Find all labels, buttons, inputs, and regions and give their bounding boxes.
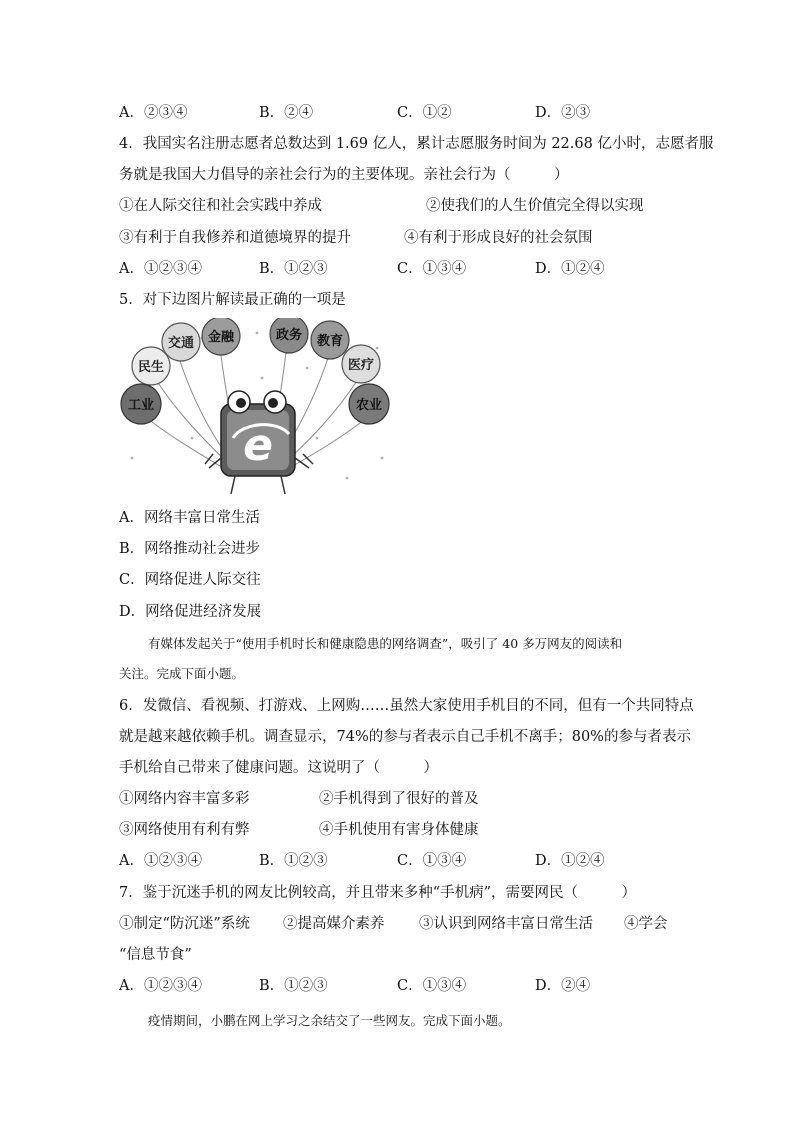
ie-mascot — [205, 391, 313, 494]
material1-line1: 有媒体发起关于“使用手机时长和健康隐患的网络调查”，吸引了 40 多万网友的阅读和 — [148, 636, 623, 651]
q6-stem-line3: 手机给自己带来了健康问题。这说明了（ ） — [119, 760, 438, 776]
q6-option-b: B．①②③ — [259, 853, 328, 869]
q4-statement-3: ③有利于自我修养和道德境界的提升 — [119, 230, 351, 246]
balloon-traffic-label: 交通 — [167, 336, 195, 351]
q6-option-c: C．①③④ — [397, 853, 467, 869]
q3-option-d: D．②③ — [535, 105, 591, 121]
balloon-agriculture-label: 农业 — [355, 398, 383, 413]
q7-option-c: C．①③④ — [397, 978, 467, 994]
ie-logo-letter: e — [243, 420, 273, 471]
balloon-medical-label: 医疗 — [347, 358, 375, 373]
q4-option-d: D．①②④ — [535, 261, 605, 277]
q6-statement-3: ③网络使用有利有弊 — [119, 822, 250, 838]
q7-statement-3: ③认识到网络丰富日常生活 — [419, 916, 593, 932]
q7-option-d: D．②④ — [535, 978, 591, 994]
q4-option-c: C．①③④ — [397, 261, 467, 277]
q6-option-a: A．①②③④ — [119, 853, 202, 869]
q6-option-d: D．①②④ — [535, 853, 605, 869]
internet-balloons-figure — [117, 318, 393, 498]
q4-stem-line2: 务就是我国大力倡导的亲社会行为的主要体现。亲社会行为（ ） — [119, 167, 569, 183]
balloon-education-label: 教育 — [316, 334, 344, 349]
q5-option-a: A．网络丰富日常生活 — [119, 510, 260, 526]
q3-option-a: A．②③④ — [119, 105, 188, 121]
balloon-government-label: 政务 — [275, 328, 303, 343]
q7-statement-4-cont: “信息节食” — [119, 947, 192, 963]
balloon-finance-label: 金融 — [207, 330, 235, 345]
q6-stem-line1: 6．发微信、看视频、打游戏、上网购……虽然大家使用手机目的不同，但有一个共同特点 — [119, 698, 694, 714]
q4-stem-line1: 4．我国实名注册志愿者总数达到 1.69 亿人，累计志愿服务时间为 22.68 亿小时，志愿者服 — [119, 136, 714, 152]
q7-option-b: B．①②③ — [259, 978, 328, 994]
q4-statement-1: ①在人际交往和社会实践中养成 — [119, 198, 322, 214]
material1-line2: 关注。完成下面小题。 — [119, 666, 245, 681]
q5-stem: 5．对下边图片解读最正确的一项是 — [119, 292, 346, 308]
q7-option-a: A．①②③④ — [119, 978, 202, 994]
q6-statement-4: ④手机使用有害身体健康 — [319, 822, 479, 838]
q3-option-b: B．②④ — [259, 105, 314, 121]
q4-option-a: A．①②③④ — [119, 261, 202, 277]
q5-option-c: C．网络促进人际交往 — [119, 572, 261, 588]
q6-statement-2: ②手机得到了很好的普及 — [319, 791, 479, 807]
q7-statement-1: ①制定“防沉迷”系统 — [119, 916, 250, 932]
q5-option-b: B．网络推动社会进步 — [119, 541, 261, 557]
q6-statement-1: ①网络内容丰富多彩 — [119, 791, 250, 807]
q7-statement-2: ②提高媒介素养 — [283, 916, 385, 932]
q6-stem-line2: 就是越来越依赖手机。调查显示，74%的参与者表示自己手机不离手；80%的参与者表示 — [119, 729, 691, 745]
q7-stem: 7．鉴于沉迷手机的网友比例较高，并且带来多种“手机病”，需要网民（ ） — [119, 885, 637, 901]
balloon-livelihood-label: 民生 — [137, 360, 165, 375]
q4-statement-2: ②使我们的人生价值完全得以实现 — [426, 198, 644, 214]
balloon-industry-label: 工业 — [127, 398, 155, 413]
q5-option-d: D．网络促进经济发展 — [119, 604, 262, 620]
q4-option-b: B．①②③ — [259, 261, 328, 277]
q4-statement-4: ④有利于形成良好的社会氛围 — [404, 230, 593, 246]
material2-line1: 疫情期间，小鹏在网上学习之余结交了一些网友。完成下面小题。 — [148, 1013, 511, 1028]
q7-statement-4: ④学会 — [624, 916, 668, 932]
q3-option-c: C．①② — [397, 105, 452, 121]
